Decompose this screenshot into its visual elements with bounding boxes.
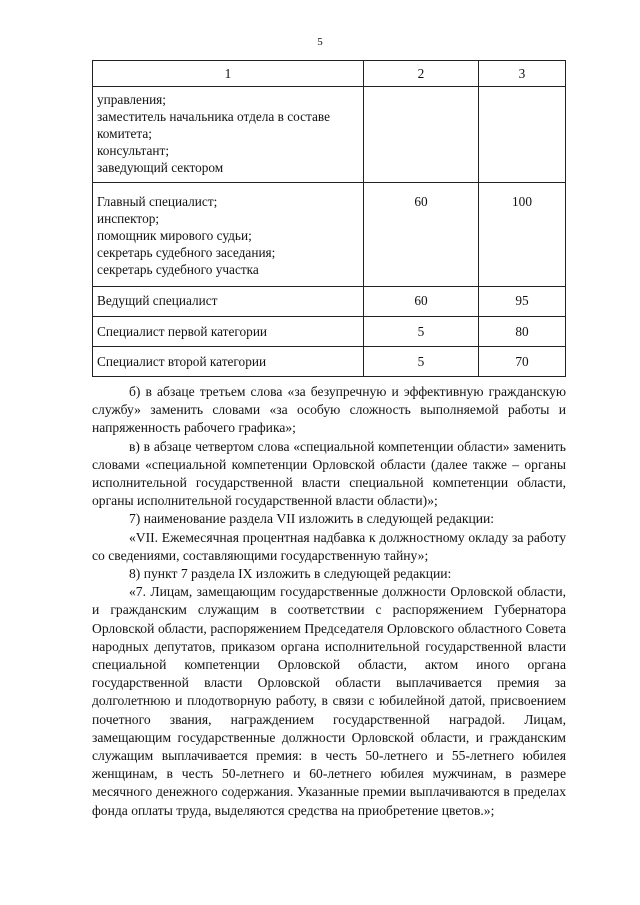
position-cell: Специалист второй категории — [93, 347, 364, 377]
position-line: заместитель начальника отдела в составе — [97, 109, 330, 124]
value-cell-2 — [364, 87, 479, 183]
value-cell-2: 60 — [364, 183, 479, 287]
position-line: секретарь судебного заседания; — [97, 245, 276, 260]
position-line: консультант; — [97, 143, 170, 158]
paragraph-v: в) в абзаце четвертом слова «специальной компетенции области» заменить словами «специальной компетенции Орловской области (далее также – органы исполнительной государственной власти специальной компетенции области, органы исполнительной государственной власти области)»; — [92, 438, 566, 509]
header-col-1: 1 — [93, 61, 364, 87]
position-line: управления; — [97, 92, 166, 107]
value-cell-2: 5 — [364, 317, 479, 347]
position-cell — [93, 87, 364, 183]
header-col-3: 3 — [479, 61, 566, 87]
position-line: секретарь судебного участка — [97, 262, 259, 277]
table-row — [93, 87, 566, 183]
table-row — [93, 347, 566, 377]
position-line: Главный специалист; — [97, 194, 218, 209]
paragraph-7-quote: «VII. Ежемесячная процентная надбавка к должностному окладу за работу со сведениями, составляющими государственную тайну»; — [92, 529, 566, 563]
paragraph-8-quote: «7. Лицам, замещающим государственные должности Орловской области, и гражданским служащим в соответствии с распоряжением Губернатора Орловской области, распоряжением Председателя Орловского областного Совета народных депутатов, приказом органа исполнительной государственной власти специальной компетенции Орловской области, актом иного органа государственной власти Орловской области выплачивается премия за долголетнюю и плодотворную работу, в связи с юбилейной датой, присвоением почетного звания, награждением государственной наградой. Лицам, замещающим государственные должности Орловской области, и гражданским служащим выплачивается премия: в честь 50-летнего и 55-летнего юбилея женщинам, в честь 50-летнего и 60-летнего юбилея мужчинам, в размере месячного денежного содержания. Указанные премии выплачиваются в пределах фонда оплаты труда, выделяются средства на приобретение цветов.»; — [92, 584, 566, 818]
header-col-2: 2 — [364, 61, 479, 87]
paragraph-8: 8) пункт 7 раздела IX изложить в следующей редакции: — [129, 566, 452, 582]
value-cell-2: 5 — [364, 347, 479, 377]
value-cell-3: 95 — [479, 287, 566, 317]
paragraph-7: 7) наименование раздела VII изложить в следующей редакции: — [129, 511, 495, 527]
table-row — [93, 183, 566, 287]
paragraph-b: б) в абзаце третьем слова «за безупречную и эффективную гражданскую службу» заменить словами «за особую сложность выполняемой работы и напряженность рабочего графика»; — [92, 384, 566, 436]
value-cell-3: 70 — [479, 347, 566, 377]
position-cell: Ведущий специалист — [93, 287, 364, 317]
allowance-table — [92, 60, 566, 377]
document-body — [92, 383, 566, 820]
value-cell-3 — [479, 87, 566, 183]
position-line: помощник мирового судьи; — [97, 228, 252, 243]
value-cell-3: 80 — [479, 317, 566, 347]
page-number: 5 — [317, 36, 323, 48]
position-line: заведующий сектором — [97, 160, 224, 175]
value-cell-2: 60 — [364, 287, 479, 317]
position-line: инспектор; — [97, 211, 160, 226]
position-cell — [93, 183, 364, 287]
table-header-row — [93, 61, 566, 87]
table-row — [93, 317, 566, 347]
position-line: комитета; — [97, 126, 152, 141]
position-cell: Специалист первой категории — [93, 317, 364, 347]
table-row — [93, 287, 566, 317]
value-cell-3: 100 — [479, 183, 566, 287]
